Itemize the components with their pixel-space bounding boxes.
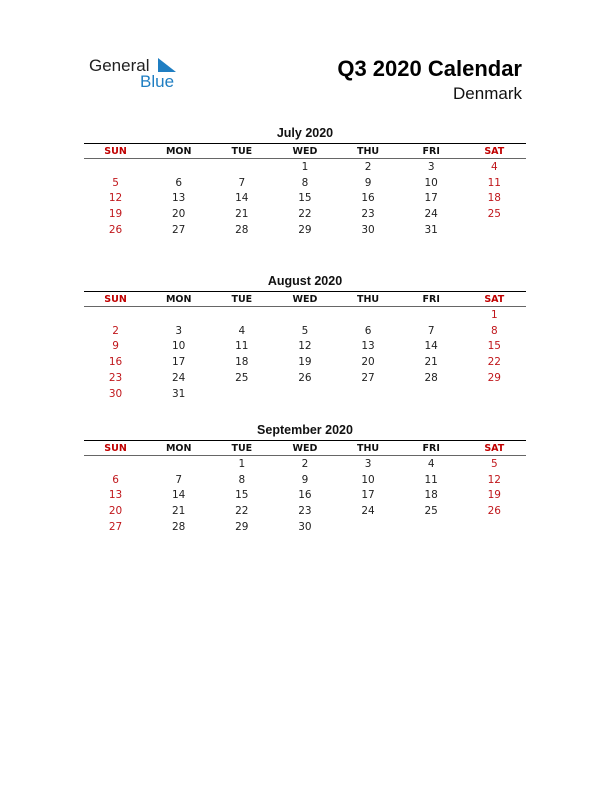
country-name: Denmark [453, 84, 522, 103]
day-cell: 5 [301, 324, 309, 337]
day-cell: 18 [424, 489, 438, 502]
day-cell: 3 [175, 324, 183, 337]
weekday-tue: TUE [231, 293, 253, 305]
day-cell: 11 [424, 473, 438, 486]
day-cell: 23 [108, 372, 123, 385]
logo-flag-icon [158, 58, 176, 72]
weekday-fri: FRI [422, 145, 440, 157]
day-cell: 28 [424, 372, 438, 385]
month-title: September 2020 [257, 423, 353, 437]
day-cell: 5 [490, 457, 498, 470]
month-title: August 2020 [267, 274, 343, 288]
day-cell: 11 [487, 176, 501, 189]
day-cell: 3 [427, 160, 435, 173]
weekday-sat: SAT [484, 145, 505, 157]
day-cell: 19 [298, 356, 312, 369]
weekday-thu: THU [356, 293, 380, 305]
day-cell: 22 [487, 356, 501, 369]
day-cell: 1 [490, 308, 498, 321]
day-cell: 5 [112, 176, 119, 189]
day-cell: 26 [487, 505, 501, 518]
day-cell: 27 [108, 521, 123, 534]
weekday-fri: FRI [422, 293, 440, 305]
day-cell: 12 [108, 192, 123, 205]
week-rows [84, 159, 526, 238]
day-cell: 27 [361, 372, 375, 385]
week-row [84, 175, 526, 191]
logo-text-general: General [89, 56, 150, 75]
week-row [84, 323, 526, 339]
day-cell: 10 [424, 176, 438, 189]
day-cell: 20 [361, 356, 375, 369]
weekday-sun: SUN [104, 293, 127, 305]
week-row [84, 370, 526, 386]
day-cell: 23 [298, 505, 312, 518]
day-cell: 6 [175, 176, 183, 189]
day-cell: 30 [298, 521, 312, 534]
week-row [84, 339, 526, 355]
day-cell: 24 [172, 372, 186, 385]
day-cell: 17 [172, 356, 186, 369]
day-cell: 20 [172, 208, 186, 221]
week-row [84, 354, 526, 370]
day-cell: 9 [364, 176, 372, 189]
day-cell: 16 [108, 356, 123, 369]
day-cell: 21 [235, 208, 249, 221]
day-cell: 10 [361, 473, 375, 486]
weekday-header-row [84, 144, 526, 159]
week-row [84, 456, 526, 472]
week-row [84, 472, 526, 488]
day-cell: 15 [487, 340, 501, 353]
week-rows [84, 456, 526, 535]
day-cell: 14 [172, 489, 186, 502]
day-cell: 20 [108, 505, 123, 518]
day-cell: 7 [427, 324, 435, 337]
week-row [84, 488, 526, 504]
page-title: Q3 2020 Calendar [337, 56, 522, 81]
month-august [84, 274, 526, 402]
week-row [84, 386, 526, 402]
week-row [84, 159, 526, 175]
day-cell: 2 [364, 160, 372, 173]
day-cell: 25 [235, 372, 249, 385]
weekday-sun: SUN [104, 442, 127, 454]
weekday-header-row [84, 441, 526, 456]
weekday-wed: WED [292, 293, 318, 305]
day-cell: 30 [108, 387, 123, 400]
day-cell: 9 [112, 340, 119, 353]
day-cell: 8 [238, 473, 246, 486]
weekday-thu: THU [356, 145, 380, 157]
day-cell: 16 [361, 192, 375, 205]
day-cell: 11 [235, 340, 249, 353]
day-cell: 9 [301, 473, 309, 486]
day-cell: 13 [361, 340, 375, 353]
day-cell: 22 [298, 208, 312, 221]
month-september [84, 423, 526, 535]
day-cell: 25 [424, 505, 438, 518]
day-cell: 12 [298, 340, 312, 353]
day-cell: 19 [108, 208, 123, 221]
day-cell: 31 [424, 224, 438, 237]
day-cell: 3 [364, 457, 372, 470]
weekday-header-row [84, 292, 526, 307]
day-cell: 28 [172, 521, 186, 534]
day-cell: 13 [108, 489, 123, 502]
day-cell: 24 [424, 208, 438, 221]
day-cell: 22 [235, 505, 249, 518]
generalblue-logo [89, 56, 189, 92]
day-cell: 2 [301, 457, 309, 470]
week-row [84, 519, 526, 535]
day-cell: 6 [112, 473, 119, 486]
day-cell: 18 [235, 356, 249, 369]
day-cell: 12 [487, 473, 501, 486]
day-cell: 18 [487, 192, 501, 205]
day-cell: 4 [490, 160, 498, 173]
day-cell: 15 [235, 489, 249, 502]
day-cell: 6 [364, 324, 372, 337]
weekday-tue: TUE [231, 442, 253, 454]
week-row [84, 191, 526, 207]
day-cell: 26 [108, 224, 123, 237]
week-row [84, 206, 526, 222]
day-cell: 13 [172, 192, 186, 205]
weekday-thu: THU [356, 442, 380, 454]
day-cell: 1 [301, 160, 309, 173]
day-cell: 8 [301, 176, 309, 189]
day-cell: 25 [487, 208, 501, 221]
weekday-tue: TUE [231, 145, 253, 157]
day-cell: 10 [172, 340, 186, 353]
day-cell: 21 [172, 505, 186, 518]
day-cell: 2 [112, 324, 119, 337]
day-cell: 29 [235, 521, 249, 534]
day-cell: 16 [298, 489, 312, 502]
day-cell: 29 [298, 224, 312, 237]
day-cell: 4 [427, 457, 435, 470]
day-cell: 14 [235, 192, 249, 205]
weekday-mon: MON [165, 442, 192, 454]
day-cell: 7 [175, 473, 183, 486]
month-title: July 2020 [276, 126, 334, 140]
day-cell: 21 [424, 356, 438, 369]
day-cell: 27 [172, 224, 186, 237]
week-row [84, 503, 526, 519]
day-cell: 15 [298, 192, 312, 205]
day-cell: 29 [487, 372, 501, 385]
weekday-mon: MON [165, 293, 192, 305]
day-cell: 23 [361, 208, 375, 221]
weekday-sun: SUN [104, 145, 127, 157]
weekday-sat: SAT [484, 293, 505, 305]
week-row [84, 222, 526, 238]
weekday-sat: SAT [484, 442, 505, 454]
month-july [84, 126, 526, 238]
week-rows [84, 307, 526, 402]
day-cell: 28 [235, 224, 249, 237]
day-cell: 1 [238, 457, 246, 470]
weekday-wed: WED [292, 442, 318, 454]
weekday-wed: WED [292, 145, 318, 157]
day-cell: 8 [490, 324, 498, 337]
day-cell: 19 [487, 489, 501, 502]
weekday-mon: MON [165, 145, 192, 157]
week-row [84, 307, 526, 323]
day-cell: 26 [298, 372, 312, 385]
day-cell: 4 [238, 324, 246, 337]
day-cell: 24 [361, 505, 375, 518]
day-cell: 17 [361, 489, 375, 502]
day-cell: 7 [238, 176, 246, 189]
day-cell: 31 [172, 387, 186, 400]
day-cell: 30 [361, 224, 375, 237]
day-cell: 17 [424, 192, 438, 205]
weekday-fri: FRI [422, 442, 440, 454]
logo-text-blue: Blue [140, 72, 175, 91]
day-cell: 14 [424, 340, 438, 353]
